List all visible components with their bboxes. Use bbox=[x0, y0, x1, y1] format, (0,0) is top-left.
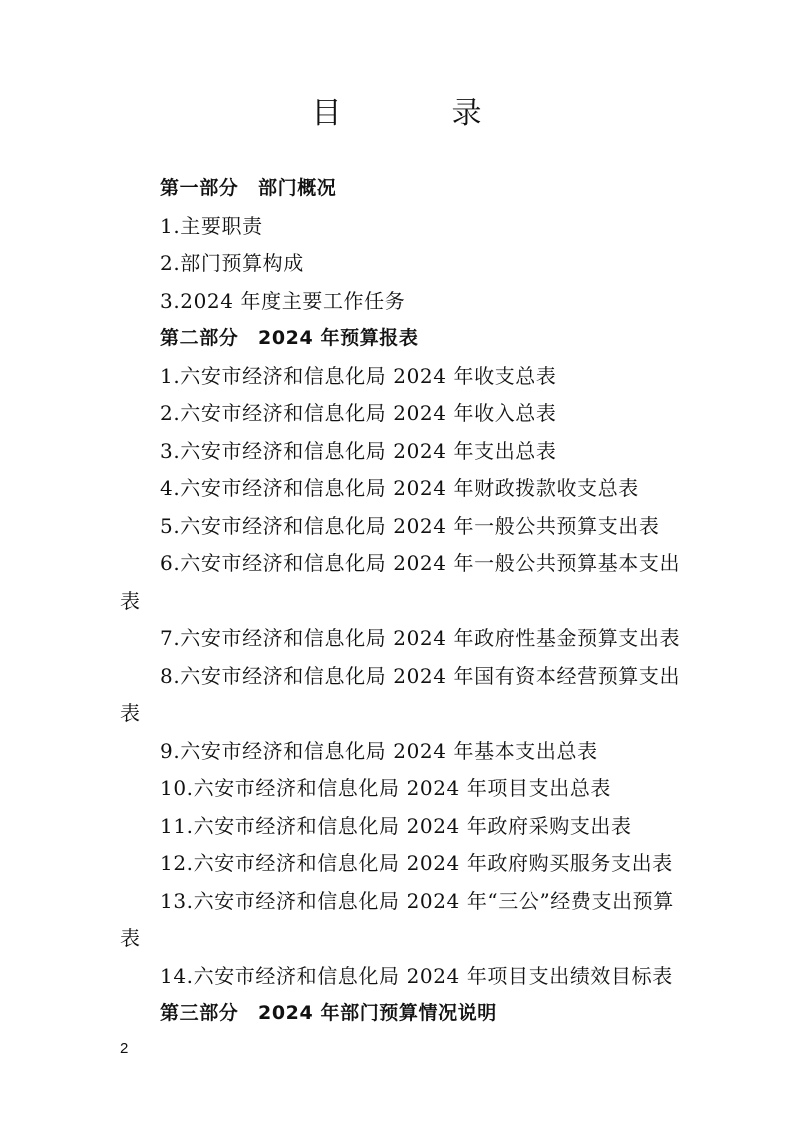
toc-item[interactable]: 3.2024 年度主要工作任务 bbox=[160, 288, 406, 313]
toc-item[interactable]: 2.部门预算构成 bbox=[160, 251, 304, 275]
page-title: 目 录 bbox=[311, 96, 522, 131]
toc-item-continuation[interactable]: 表 bbox=[120, 701, 141, 725]
toc-item-continuation[interactable]: 表 bbox=[120, 588, 141, 613]
toc-item[interactable]: 1.主要职责 bbox=[160, 213, 263, 238]
toc-item[interactable]: 13.六安市经济和信息化局 2024 年“三公”经费支出预算 bbox=[160, 888, 674, 913]
toc-item[interactable]: 12.六安市经济和信息化局 2024 年政府购买服务支出表 bbox=[160, 851, 673, 875]
toc-item[interactable]: 3.六安市经济和信息化局 2024 年支出总表 bbox=[160, 438, 557, 463]
table-of-contents bbox=[120, 170, 681, 1033]
toc-part-3-heading[interactable]: 第三部分 2024 年部门预算情况说明 bbox=[160, 1002, 497, 1024]
toc-item[interactable]: 5.六安市经济和信息化局 2024 年一般公共预算支出表 bbox=[160, 513, 660, 538]
toc-item[interactable]: 1.六安市经济和信息化局 2024 年收支总表 bbox=[160, 363, 557, 388]
toc-item[interactable]: 6.六安市经济和信息化局 2024 年一般公共预算基本支出 bbox=[160, 551, 681, 575]
toc-item[interactable]: 9.六安市经济和信息化局 2024 年基本支出总表 bbox=[160, 738, 598, 763]
toc-item[interactable]: 10.六安市经济和信息化局 2024 年项目支出总表 bbox=[160, 776, 612, 800]
toc-item[interactable]: 7.六安市经济和信息化局 2024 年政府性基金预算支出表 bbox=[160, 626, 681, 650]
toc-part-2-heading[interactable]: 第二部分 2024 年预算报表 bbox=[160, 327, 419, 349]
toc-part-1-heading[interactable]: 第一部分 部门概况 bbox=[160, 177, 337, 199]
toc-item[interactable]: 11.六安市经济和信息化局 2024 年政府采购支出表 bbox=[160, 813, 632, 838]
toc-item[interactable]: 4.六安市经济和信息化局 2024 年财政拨款收支总表 bbox=[160, 476, 639, 500]
toc-item[interactable]: 14.六安市经济和信息化局 2024 年项目支出绩效目标表 bbox=[160, 963, 673, 988]
toc-item[interactable]: 2.六安市经济和信息化局 2024 年收入总表 bbox=[160, 401, 557, 425]
toc-item-continuation[interactable]: 表 bbox=[120, 926, 141, 950]
toc-item[interactable]: 8.六安市经济和信息化局 2024 年国有资本经营预算支出 bbox=[160, 663, 681, 688]
page-number: 2 bbox=[120, 1040, 129, 1057]
